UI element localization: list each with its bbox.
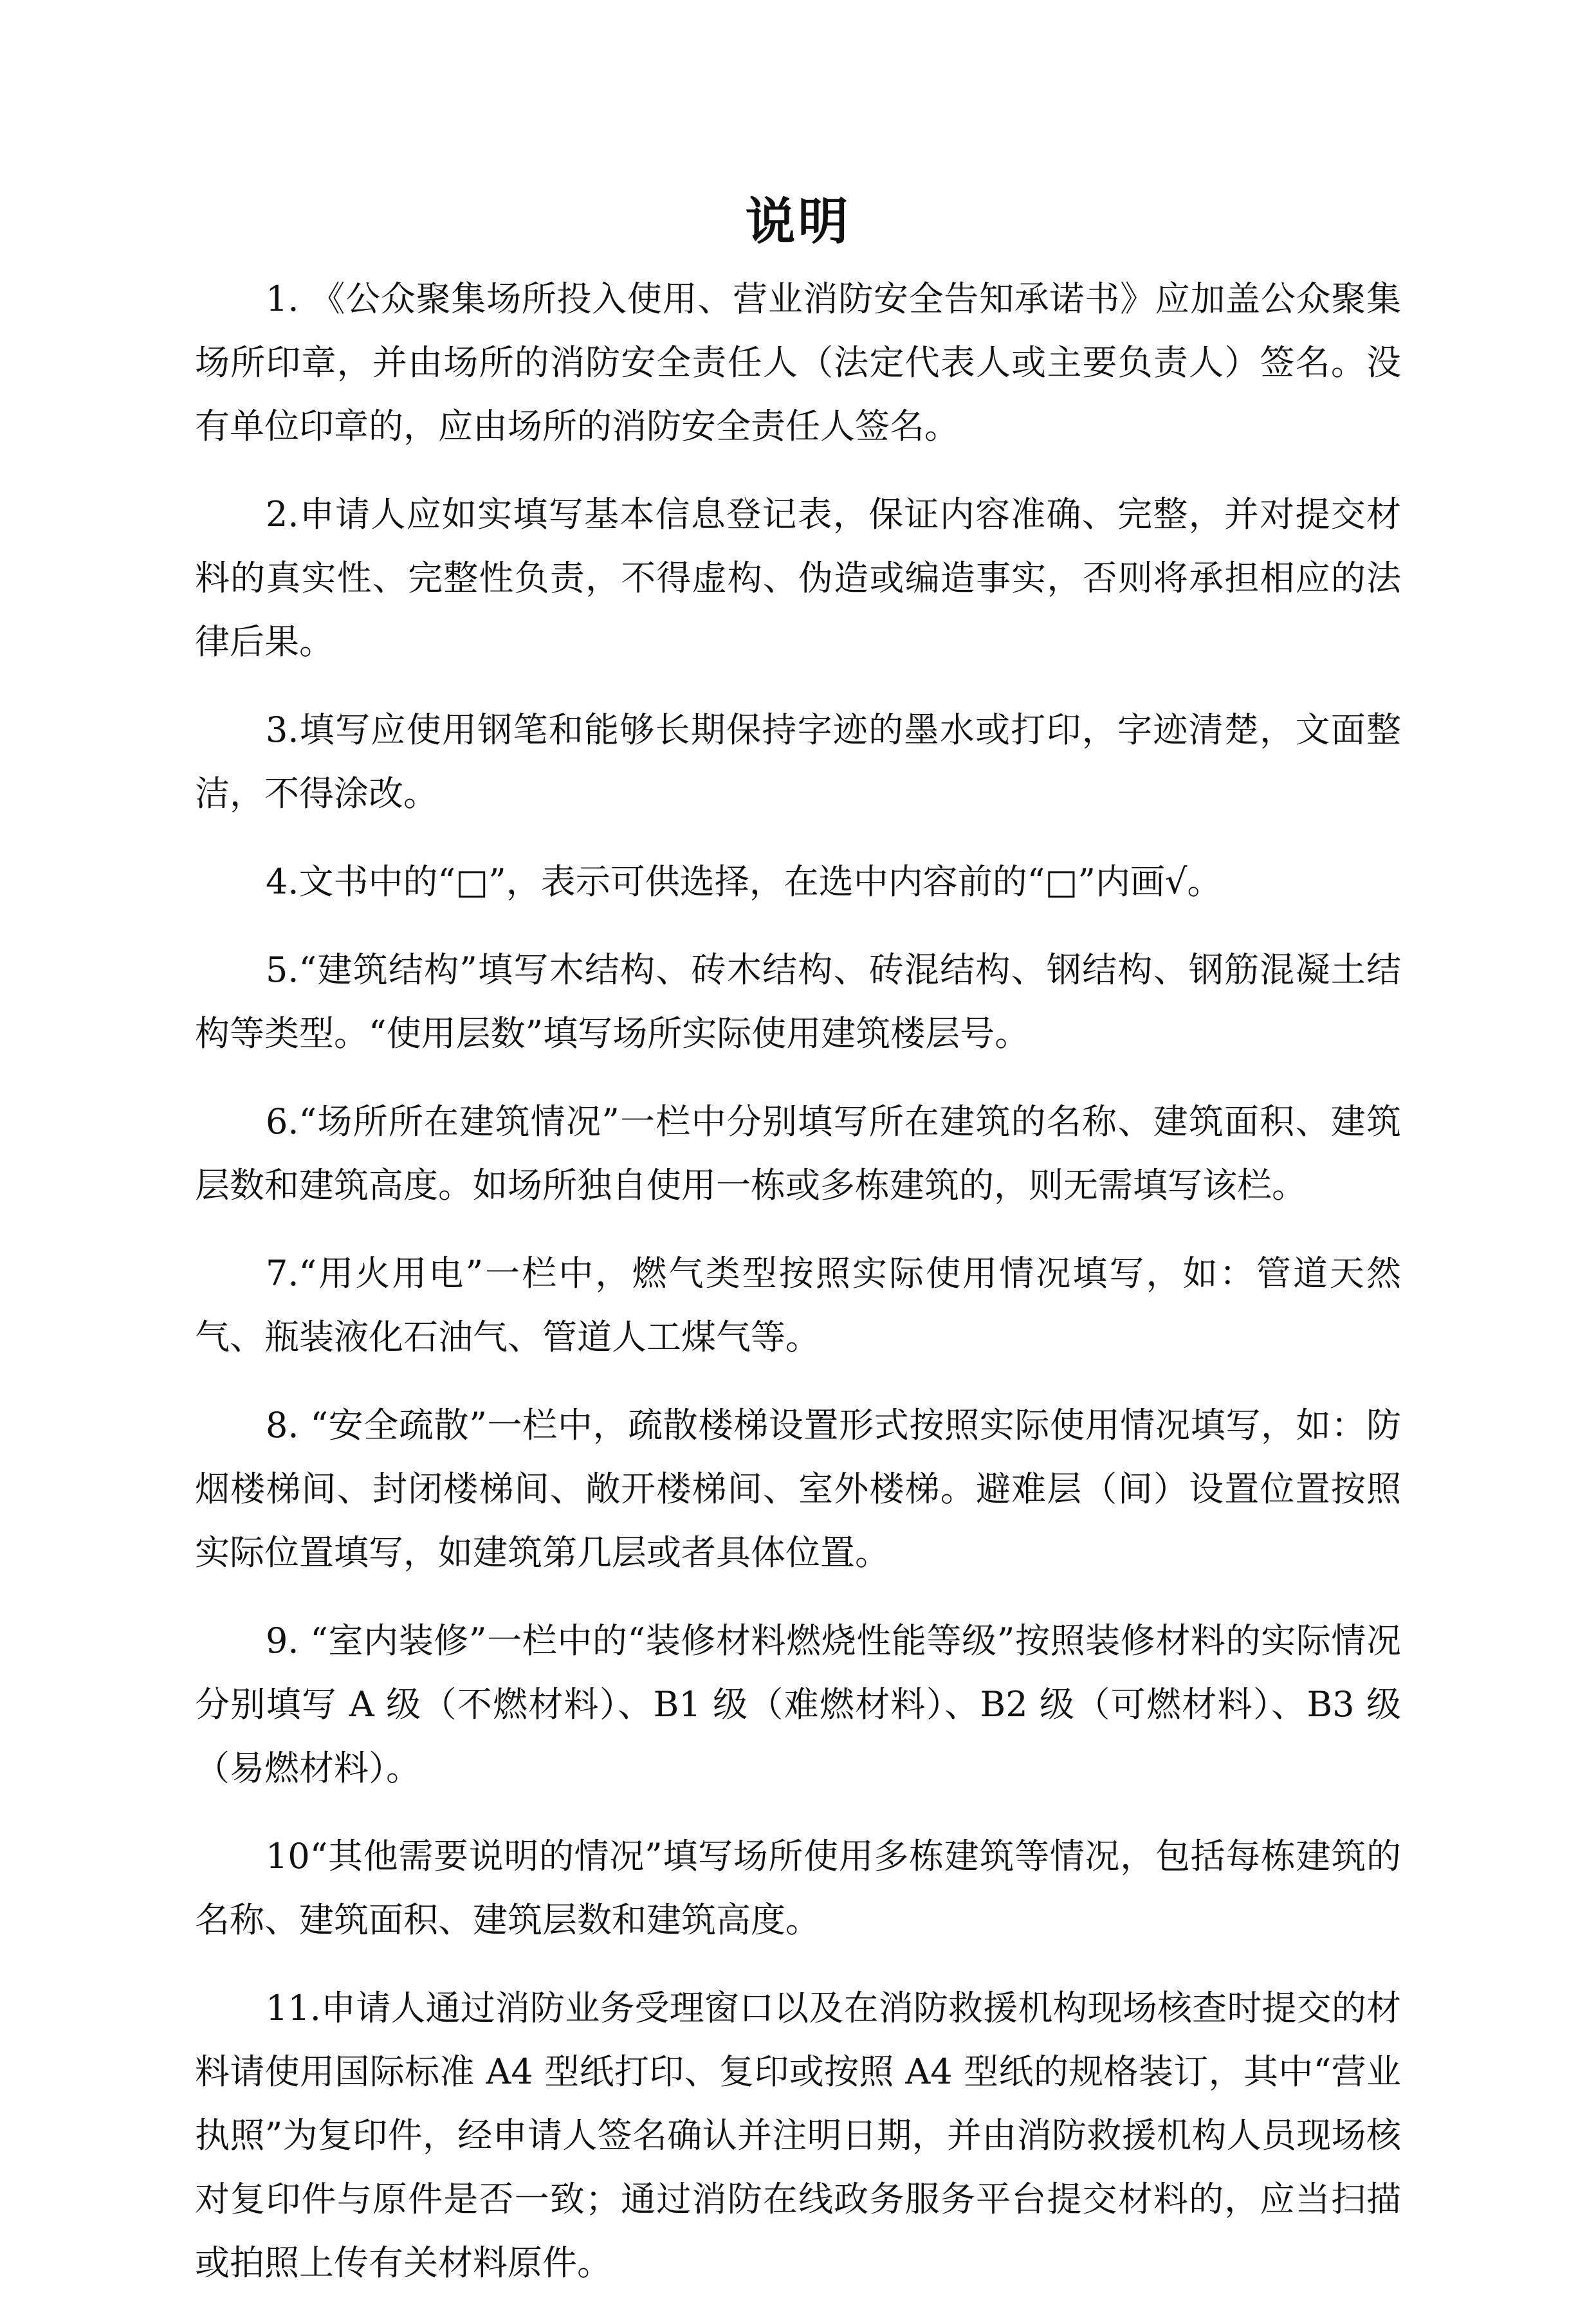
instruction-item-8: 8. “安全疏散”一栏中，疏散楼梯设置形式按照实际使用情况填写，如：防烟楼梯间、封闭楼梯间、敞开楼梯间、室外楼梯。避难层（间）设置位置按照实际位置填写，如建筑第几层或者具体位置。: [195, 1405, 1401, 1573]
instruction-item-7: 7.“用火用电”一栏中，燃气类型按照实际使用情况填写，如：管道天然气、瓶装液化石油气、管道人工煤气等。: [195, 1253, 1401, 1357]
instruction-item-5: 5.“建筑结构”填写木结构、砖木结构、砖混结构、钢结构、钢筋混凝土结构等类型。“使用层数”填写场所实际使用建筑楼层号。: [195, 949, 1401, 1054]
instruction-item-9: 9. “室内装修”一栏中的“装修材料燃烧性能等级”按照装修材料的实际情况分别填写 A 级（不燃材料）、B1 级（难燃材料）、B2 级（可燃材料）、B3 级（易燃材料）。: [195, 1620, 1401, 1788]
instruction-item-4: 4.文书中的“□”，表示可供选择，在选中内容前的“□”内画√。: [266, 861, 1222, 902]
instructions-body: [195, 267, 1401, 2319]
instruction-item-2: 2.申请人应如实填写基本信息登记表，保证内容准确、完整，并对提交材料的真实性、完整性负责，不得虚构、伪造或编造事实，否则将承担相应的法律后果。: [195, 494, 1401, 662]
page-title: 说明: [745, 193, 851, 251]
instruction-item-11: 11.申请人通过消防业务受理窗口以及在消防救援机构现场核查时提交的材料请使用国际标准 A4 型纸打印、复印或按照 A4 型纸的规格装订，其中“营业执照”为复印件，经申请人签名确认并注明日期，并由消防救援机构人员现场核对复印件与原件是否一致；通过消防在线政务服务平台提交材料的，应当扫描或拍照上传有关材料原件。: [195, 1988, 1401, 2283]
instruction-item-1: 1. 《公众聚集场所投入使用、营业消防安全告知承诺书》应加盖公众聚集场所印章，并由场所的消防安全责任人（法定代表人或主要负责人）签名。没有单位印章的，应由场所的消防安全责任人签名。: [195, 279, 1401, 446]
instruction-item-3: 3.填写应使用钢笔和能够长期保持字迹的墨水或打印，字迹清楚，文面整洁，不得涂改。: [195, 710, 1401, 814]
instruction-item-10: 10“其他需要说明的情况”填写场所使用多栋建筑等情况，包括每栋建筑的名称、建筑面积、建筑层数和建筑高度。: [195, 1836, 1401, 1940]
instruction-item-6: 6.“场所所在建筑情况”一栏中分别填写所在建筑的名称、建筑面积、建筑层数和建筑高度。如场所独自使用一栋或多栋建筑的，则无需填写该栏。: [195, 1101, 1401, 1205]
